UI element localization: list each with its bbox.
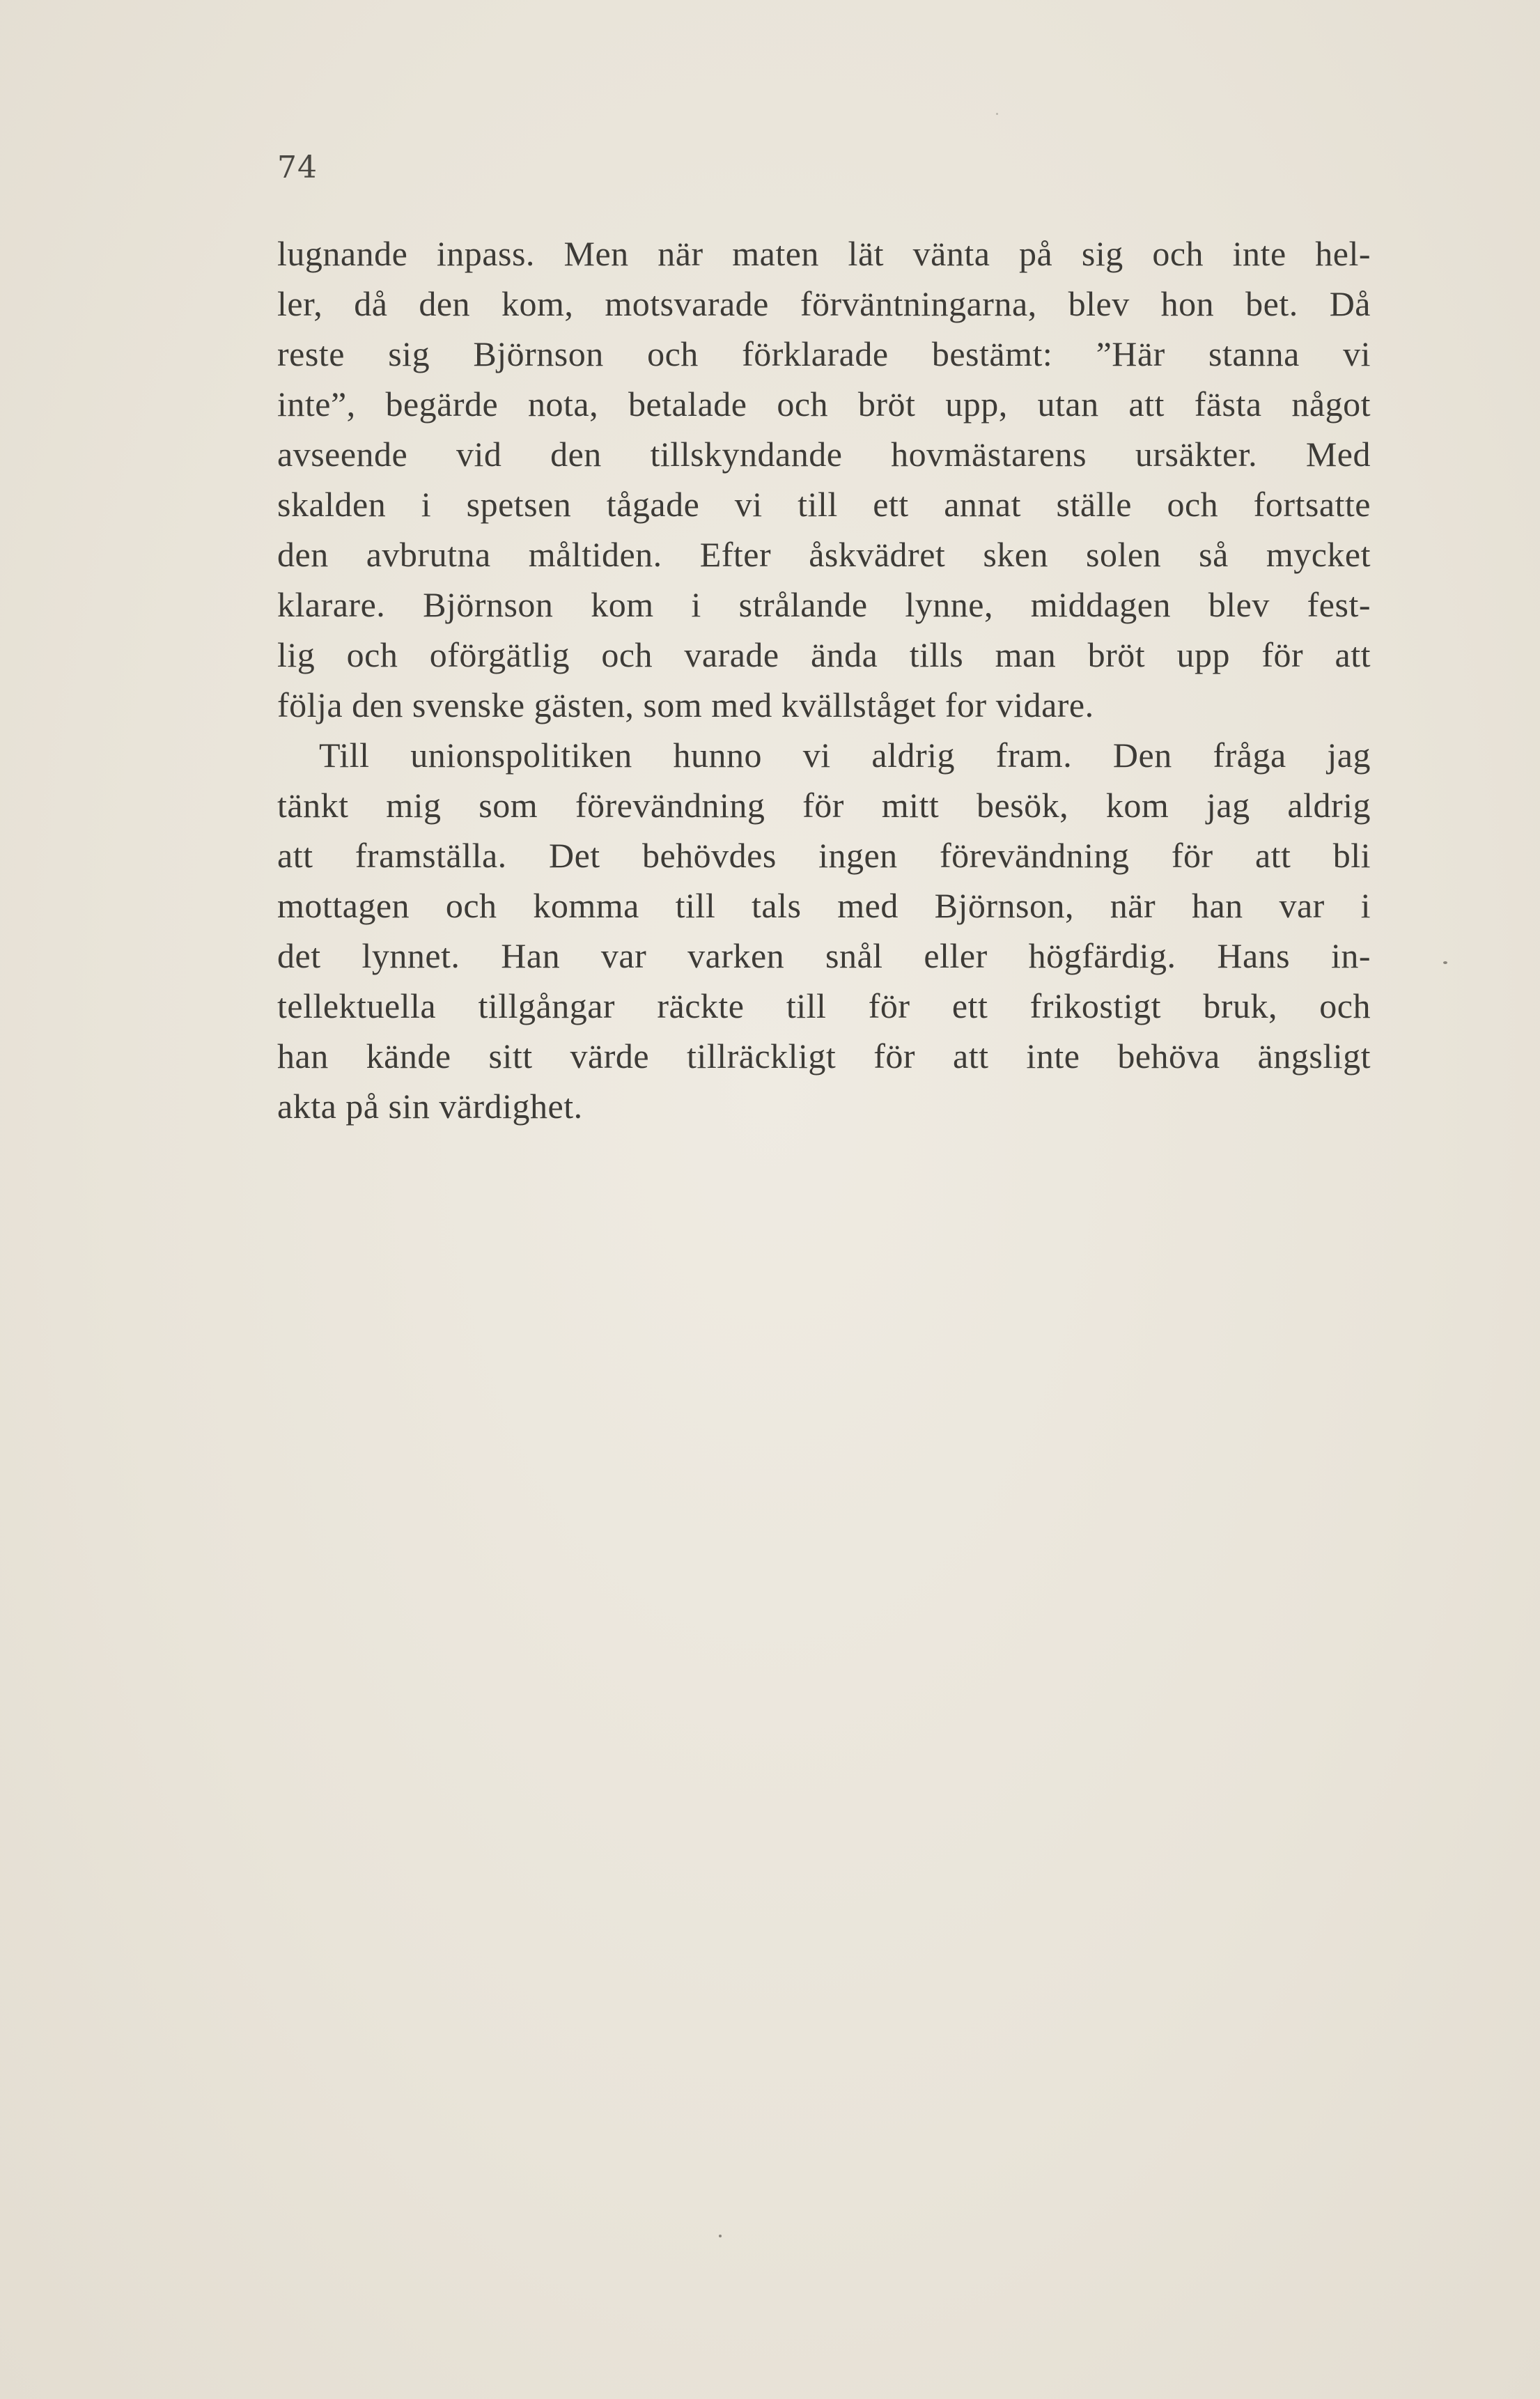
text-line: akta på sin värdighet. (277, 1087, 583, 1126)
paragraph-2 (277, 730, 1371, 1131)
text-line: mottagen och komma till tals med Björnson, när han var i (277, 886, 1371, 925)
text-line: han kände sitt värde tillräckligt för att inte behöva ängsligt (277, 1037, 1371, 1076)
text-line: tellektuella tillgångar räckte till för ett frikostigt bruk, och (277, 986, 1371, 1025)
paragraph-1 (277, 228, 1371, 730)
body-text (277, 228, 1371, 1131)
text-line: skalden i spetsen tågade vi till ett annat ställe och fortsatte (277, 485, 1371, 524)
text-line: avseende vid den tillskyndande hovmästarens ursäkter. Med (277, 435, 1371, 474)
text-line: att framställa. Det behövdes ingen förevändning för att bli (277, 836, 1371, 875)
text-line: inte”, begärde nota, betalade och bröt upp, utan att fästa något (277, 385, 1371, 424)
text-line: det lynnet. Han var varken snål eller högfärdig. Hans in- (277, 936, 1371, 975)
text-line: Till unionspolitiken hunno vi aldrig fram. Den fråga jag (319, 736, 1371, 775)
text-line: klarare. Björnson kom i strålande lynne, middagen blev fest- (277, 585, 1371, 624)
paper-speck (1443, 961, 1447, 964)
text-line: ler, då den kom, motsvarade förväntningarna, blev hon bet. Då (277, 284, 1371, 323)
paper-speck (996, 113, 998, 115)
text-line: följa den svenske gästen, som med kvällståget for vidare. (277, 685, 1094, 724)
paper-speck (719, 2235, 722, 2237)
text-line: lugnande inpass. Men när maten lät vänta på sig och inte hel- (277, 234, 1371, 273)
text-line: den avbrutna måltiden. Efter åskvädret sken solen så mycket (277, 535, 1371, 574)
text-line: reste sig Björnson och förklarade bestämt: ”Här stanna vi (277, 334, 1371, 373)
page-number: 74 (277, 150, 318, 185)
text-line: lig och oförgätlig och varade ända tills man bröt upp för att (277, 635, 1371, 674)
text-line: tänkt mig som förevändning för mitt besök, kom jag aldrig (277, 786, 1371, 825)
